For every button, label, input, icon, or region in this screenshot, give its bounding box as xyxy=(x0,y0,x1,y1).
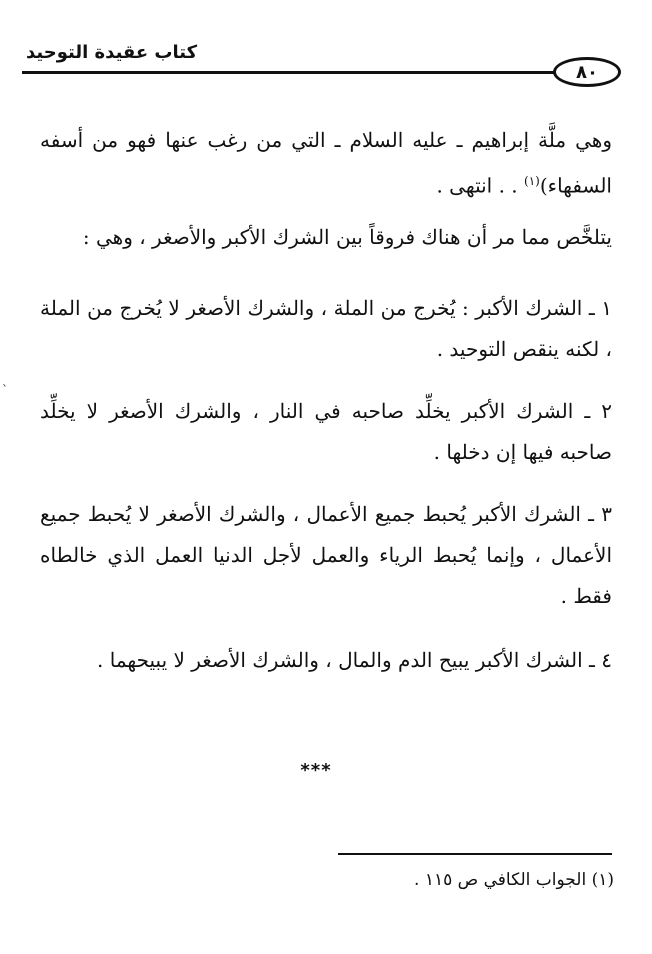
footnote: (١) الجواب الكافي ص ١١٥ . xyxy=(414,870,614,890)
paragraph-summary: يتلخَّص مما مر أن هناك فروقاً بين الشرك الأكبر والأصغر ، وهي : xyxy=(82,225,612,249)
footnote-reference: (١) xyxy=(524,174,540,188)
margin-mark: ˋ xyxy=(2,383,8,397)
running-header-title: كتاب عقيدة التوحيد xyxy=(26,42,198,63)
list-item-4: ٤ ـ الشرك الأكبر يبيح الدم والمال ، والشرك الأصغر لا يبيحهما . xyxy=(97,648,612,672)
section-separator: *** xyxy=(300,760,332,781)
paragraph-text: وهي ملَّة إبراهيم ـ عليه السلام ـ التي من رغب عنها فهو من أسفه السفهاء) xyxy=(40,128,612,198)
paragraph-tail: . . انتهى . xyxy=(436,173,518,198)
page-number: ٨٠ xyxy=(553,57,621,87)
footnote-rule xyxy=(338,853,612,855)
paragraph-quote-end xyxy=(40,120,612,207)
header-rule xyxy=(22,71,554,74)
list-item-3: ٣ ـ الشرك الأكبر يُحبط جميع الأعمال ، والشرك الأصغر لا يُحبط جميع الأعمال ، وإنما يُحبط الرياء والعمل لأجل الدنيا العمل الذي خالطاه فقط . xyxy=(40,502,613,608)
list-item-1: ١ ـ الشرك الأكبر : يُخرج من الملة ، والشرك الأصغر لا يُخرج من الملة ، لكنه ينقص التوحيد . xyxy=(40,296,612,361)
list-item-2: ٢ ـ الشرك الأكبر يخلِّد صاحبه في النار ، والشرك الأصغر لا يخلِّد صاحبه فيها إن دخلها . xyxy=(40,399,612,464)
